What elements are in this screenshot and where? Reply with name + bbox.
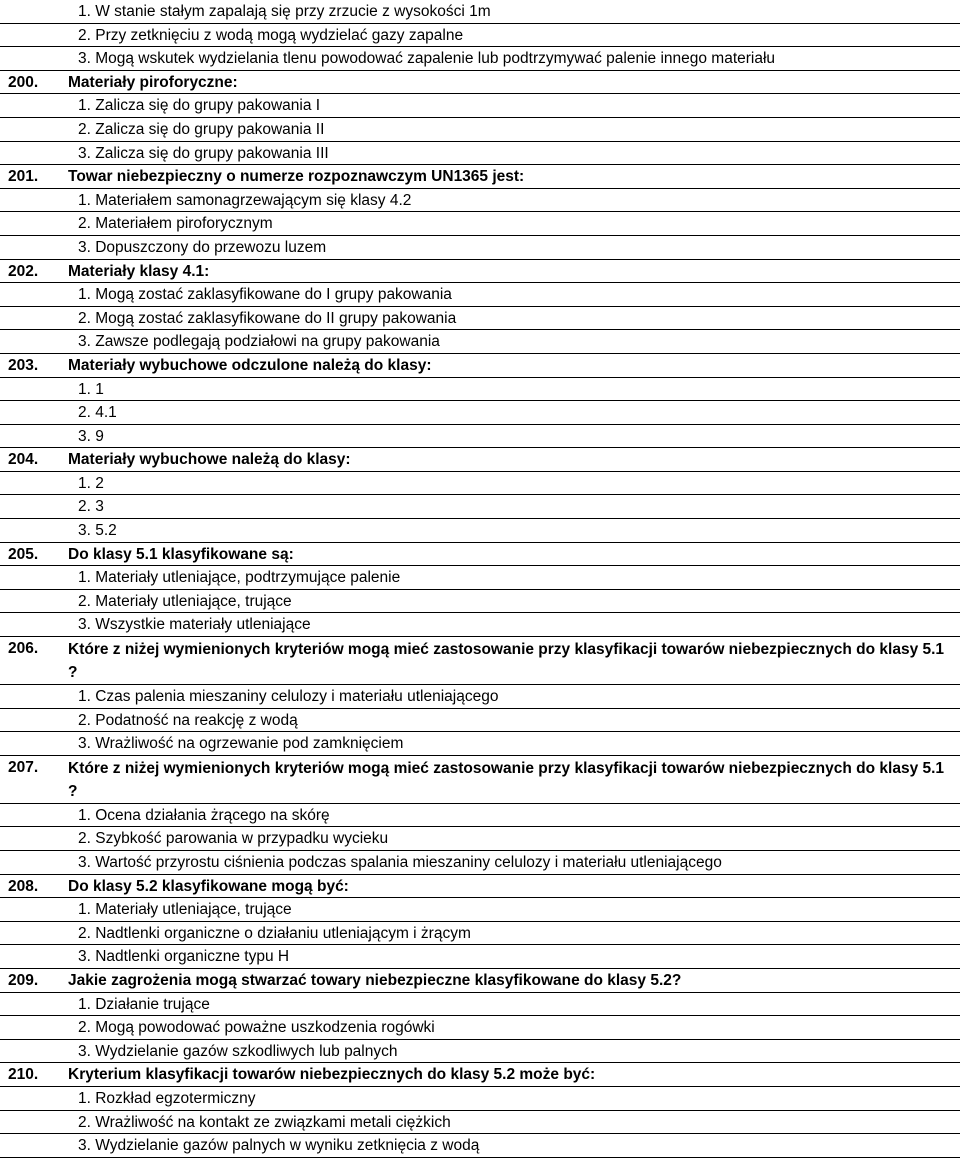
question-text: Do klasy 5.1 klasyfikowane są:	[68, 545, 294, 563]
answer-option-text: 1. Materiałem samonagrzewającym się klasy 4.2	[78, 191, 412, 209]
question-text: Które z niżej wymienionych kryteriów mogą mieć zastosowanie przy klasyfikacji towarów niebezpiecznych do klasy 5.1 ?	[68, 759, 945, 800]
answer-option-text: 3. 9	[78, 427, 104, 445]
answer-option-text: 1. Mogą zostać zaklasyfikowane do I grupy pakowania	[78, 286, 452, 304]
answer-option-row	[0, 851, 960, 875]
answer-option-text: 3. Mogą wskutek wydzielania tlenu powodować zapalenie lub podtrzymywać palenie innego materiału	[78, 50, 776, 68]
answer-option-text: 1. Rozkład egzotermiczny	[78, 1089, 256, 1107]
answer-option-row	[0, 566, 960, 590]
answer-option-text: 3. Wartość przyrostu ciśnienia podczas spalania mieszaniny celulozy i materiału utleniającego	[78, 854, 722, 871]
question-text: Kryterium klasyfikacji towarów niebezpiecznych do klasy 5.2 może być:	[68, 1066, 596, 1084]
question-row	[0, 969, 960, 993]
answer-option-text: 2. 3	[78, 498, 104, 516]
question-text: Materiały wybuchowe odczulone należą do klasy:	[68, 356, 432, 374]
answer-option-text: 1. Ocena działania żrącego na skórę	[78, 806, 330, 824]
question-row	[0, 875, 960, 899]
answer-option-row	[0, 993, 960, 1017]
answer-option-text: 3. Dopuszczony do przewozu luzem	[78, 238, 327, 256]
question-row	[0, 165, 960, 189]
answer-option-text: 2. Nadtlenki organiczne o działaniu utleniającym i żrącym	[78, 924, 471, 942]
answer-option-row	[0, 1134, 960, 1158]
answer-option-text: 2. Materiałem piroforycznym	[78, 215, 273, 233]
answer-option-row	[0, 898, 960, 922]
answer-option-text: 2. Mogą powodować poważne uszkodzenia rogówki	[78, 1019, 435, 1037]
question-row	[0, 448, 960, 472]
question-row	[0, 756, 960, 804]
question-row	[0, 260, 960, 284]
question-text: Materiały klasy 4.1:	[68, 262, 210, 280]
question-number: 208.	[8, 877, 39, 895]
answer-option-row	[0, 922, 960, 946]
question-text: Do klasy 5.2 klasyfikowane mogą być:	[68, 877, 349, 895]
question-number: 210.	[8, 1066, 39, 1084]
answer-option-text: 1. Zalicza się do grupy pakowania I	[78, 97, 321, 115]
question-number: 200.	[8, 73, 39, 91]
question-number: 201.	[8, 168, 39, 186]
question-row	[0, 71, 960, 95]
answer-option-text: 1. Czas palenia mieszaniny celulozy i materiału utleniającego	[78, 688, 499, 706]
answer-option-row	[0, 732, 960, 756]
answer-option-text: 1. Materiały utleniające, trujące	[78, 901, 292, 919]
answer-option-text: 1. W stanie stałym zapalają się przy zrzucie z wysokości 1m	[78, 3, 491, 20]
question-number: 202.	[8, 262, 39, 280]
answer-option-text: 3. 5.2	[78, 522, 117, 540]
question-number: 204.	[8, 451, 39, 469]
question-text: Jakie zagrożenia mogą stwarzać towary niebezpieczne klasyfikowane do klasy 5.2?	[68, 971, 682, 989]
answer-option-row	[0, 945, 960, 969]
answer-option-text: 3. Wydzielanie gazów szkodliwych lub palnych	[78, 1042, 398, 1060]
answer-option-row	[0, 804, 960, 828]
answer-option-row	[0, 709, 960, 733]
answer-option-row	[0, 0, 960, 24]
answer-option-row	[0, 142, 960, 166]
question-number: 206.	[8, 640, 39, 658]
answer-option-row	[0, 283, 960, 307]
answer-option-text: 3. Zalicza się do grupy pakowania III	[78, 144, 329, 162]
answer-option-row	[0, 401, 960, 425]
answer-option-row	[0, 495, 960, 519]
answer-option-row	[0, 212, 960, 236]
answer-option-row	[0, 519, 960, 543]
question-number: 207.	[8, 758, 39, 776]
answer-option-row	[0, 827, 960, 851]
answer-option-text: 2. Podatność na reakcję z wodą	[78, 711, 298, 729]
question-row	[0, 543, 960, 567]
answer-option-text: 2. Szybkość parowania w przypadku wycieku	[78, 830, 389, 848]
answer-option-row	[0, 118, 960, 142]
question-row	[0, 1063, 960, 1087]
answer-option-row	[0, 1087, 960, 1111]
answer-option-text: 2. 4.1	[78, 404, 117, 422]
answer-option-text: 2. Wrażliwość na kontakt ze związkami metali ciężkich	[78, 1113, 451, 1131]
answer-option-row	[0, 378, 960, 402]
answer-option-text: 1. Działanie trujące	[78, 995, 210, 1013]
answer-option-row	[0, 24, 960, 48]
question-text: Materiały wybuchowe należą do klasy:	[68, 451, 351, 469]
answer-option-text: 3. Wydzielanie gazów palnych w wyniku zetknięcia z wodą	[78, 1137, 480, 1155]
answer-option-text: 1. Materiały utleniające, podtrzymujące palenie	[78, 569, 401, 587]
answer-option-row	[0, 685, 960, 709]
answer-option-text: 1. 2	[78, 474, 104, 492]
question-number: 203.	[8, 356, 39, 374]
answer-option-row	[0, 94, 960, 118]
answer-option-text: 1. 1	[78, 380, 104, 398]
question-text: Materiały piroforyczne:	[68, 73, 238, 91]
answer-option-text: 3. Zawsze podlegają podziałowi na grupy pakowania	[78, 333, 440, 351]
question-text: Towar niebezpieczny o numerze rozpoznawczym UN1365 jest:	[68, 168, 525, 186]
question-text: Które z niżej wymienionych kryteriów mogą mieć zastosowanie przy klasyfikacji towarów niebezpiecznych do klasy 5.1 ?	[68, 641, 945, 682]
answer-option-text: 3. Wrażliwość na ogrzewanie pod zamknięciem	[78, 735, 404, 753]
question-number: 205.	[8, 545, 39, 563]
answer-option-row	[0, 330, 960, 354]
answer-option-row	[0, 1111, 960, 1135]
answer-option-row	[0, 472, 960, 496]
answer-option-row	[0, 47, 960, 71]
answer-option-row	[0, 590, 960, 614]
answer-option-row	[0, 307, 960, 331]
answer-option-row	[0, 1040, 960, 1064]
answer-option-row	[0, 1016, 960, 1040]
question-row	[0, 637, 960, 685]
answer-option-row	[0, 189, 960, 213]
answer-option-row	[0, 236, 960, 260]
answer-option-text: 3. Nadtlenki organiczne typu H	[78, 948, 290, 966]
answer-option-text: 2. Mogą zostać zaklasyfikowane do II grupy pakowania	[78, 309, 457, 327]
answer-option-text: 2. Przy zetknięciu z wodą mogą wydzielać gazy zapalne	[78, 26, 464, 44]
answer-option-text: 3. Wszystkie materiały utleniające	[78, 616, 311, 634]
answer-option-text: 2. Materiały utleniające, trujące	[78, 592, 292, 610]
question-row	[0, 354, 960, 378]
question-number: 209.	[8, 971, 39, 989]
answer-option-text: 2. Zalicza się do grupy pakowania II	[78, 120, 325, 138]
answer-option-row	[0, 613, 960, 637]
answer-option-row	[0, 425, 960, 449]
